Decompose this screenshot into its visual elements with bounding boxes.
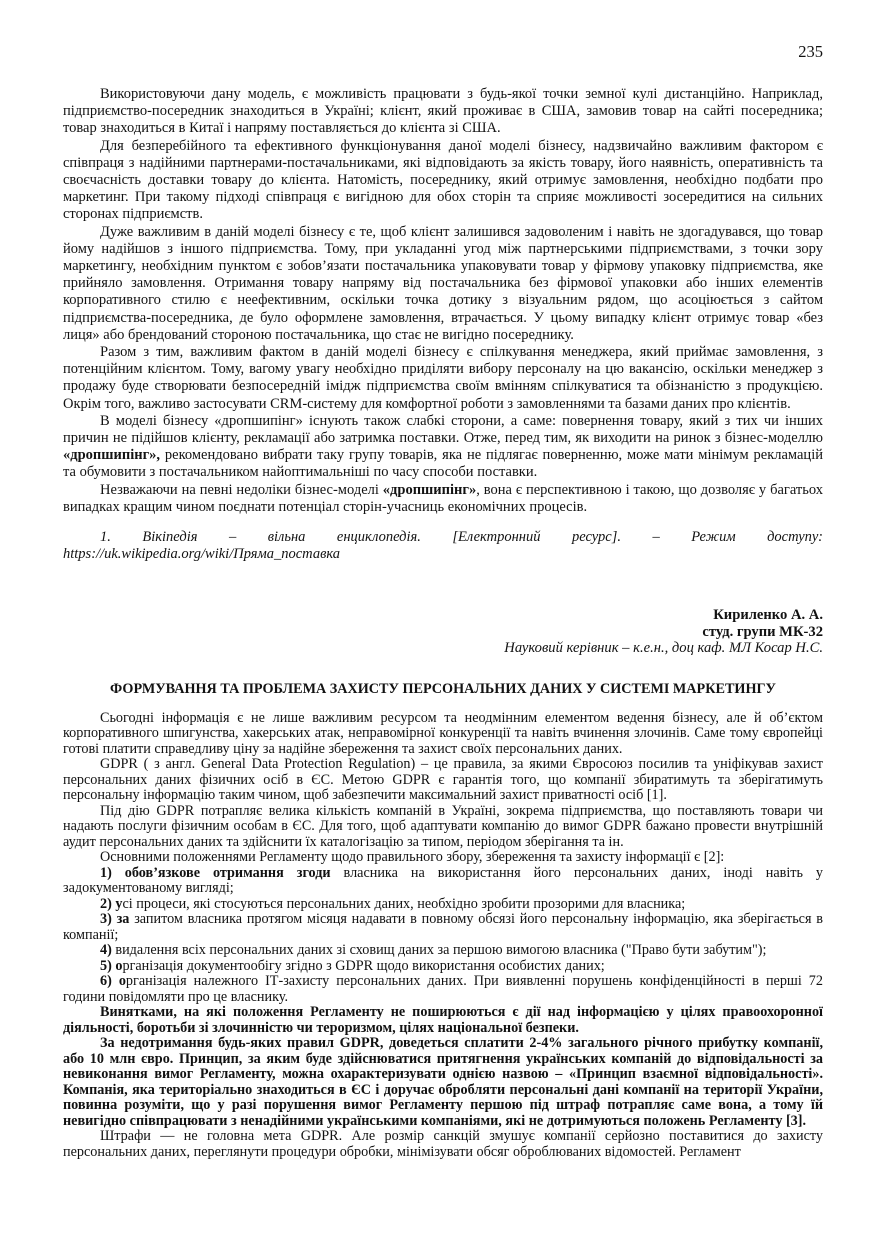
paragraph-partners: Для безперебійного та ефективного функціонування даної моделі бізнесу, надзвичайно важливим фактором є співпраця з надійними партнерами-постачальниками, які відповідають за якість товару, його наявність, оперативність та своєчасність доставки товару до клієнта. Натомість, посереднику, який отримує замовлення, необхідно подбати про маркетинг. При такому підході співпраця є вигідною для обох сторін та сприяє можливості зосередитися на сильних сторонах підприємств. <box>63 137 823 223</box>
paragraph-remote-model: Використовуючи дану модель, є можливість працювати з будь-якої точки земної кулі дистанційно. Наприклад, підприємство-посередник знаходиться в Україні; клієнт, який проживає в США, замовив товар на сайті посередника; товар знаходиться в Китаї і напряму поставляється до клієнта зі США. <box>63 86 823 137</box>
list-item-rest: рганізація документообігу згідно з GDPR щодо використання особистих даних; <box>122 957 605 974</box>
list-item-lead: 1) обов’язкове отримання згоди <box>100 864 331 881</box>
author-group: студ. групи МК-32 <box>702 623 823 640</box>
list-item-4 <box>63 943 823 959</box>
author-name: Кириленко А. А. <box>713 607 823 624</box>
text-segment: рекомендовано вибрати таку групу товарів, яка не підлягає поверненню, може мати мінімум рекламацій та обумовити з постачальником найоптимальніші по часу способи поставки. <box>63 447 823 481</box>
reference-entry <box>63 529 823 563</box>
paragraph-manager-crm: Разом з тим, важливим фактом в даній моделі бізнесу є спілкування менеджера, який приймає замовлення, з потенційним клієнтом. Тому, вагому увагу необхідно приділяти вибору персоналу на цю вакансію, оскільки менеджер з продажу буде створювати безпосередній імідж підприємства своїм вмінням спілкуватися та обізнаністю з продукцією. Окрім того, важливо застосувати CRM-систему для комфортної роботи з замовленнями та базами даних про клієнтів. <box>63 344 823 412</box>
paragraph-exceptions: Винятками, на які положення Регламенту не поширюються є дії над інформацією у цілях правоохоронної діяльності, боротьби зі злочинністю чи тероризмом, цілях національної безпеки. <box>63 1004 823 1036</box>
list-item-lead: 6) о <box>100 973 126 990</box>
paragraph-list-intro: Основними положеннями Регламенту щодо правильного збору, збереження та захисту інформації є [2]: <box>100 849 725 866</box>
list-item-lead: 2) у <box>100 895 123 912</box>
reference-citation: 1. Вікіпедія – вільна енциклопедія. [Електронний ресурс]. – Режим доступу: <box>100 529 823 546</box>
list-item-rest: власника на використання його персональних даних, іноді навіть у задокументованому вигляді; <box>63 864 824 897</box>
article-gdpr-marketing <box>63 607 823 1160</box>
list-item-lead: 3) за <box>100 911 130 928</box>
list-item-rest: видалення всіх персональних даних зі сховищ даних за першою вимогою власника ("Право бути забутим"); <box>111 942 767 959</box>
article-title: ФОРМУВАННЯ ТА ПРОБЛЕМА ЗАХИСТУ ПЕРСОНАЛЬНИХ ДАНИХ У СИСТЕМІ МАРКЕТИНГУ <box>110 681 776 698</box>
text-segment: , вона є перспективною і такою, що дозволяє у багатьох випадках кращим чином поєднати потенціал сторін-учасниць економічних процесів. <box>63 481 823 515</box>
paragraph-weak-sides <box>63 413 823 482</box>
list-item-rest: рганізація належного ІТ-захисту персональних даних. При виявленні порушень конфіденційності в перші 72 години повідомляти про це власнику. <box>63 973 823 1005</box>
list-item-5 <box>63 959 823 975</box>
list-item-rest: запитом власника протягом місяця надавати в повному обсязі його персональну інформацію, яка зберігається в компанії; <box>63 911 823 943</box>
paragraph-branding: Дуже важливим в даній моделі бізнесу є те, щоб клієнт залишився задоволеним і навіть не здогадувався, що товар йому надійшов з іншого підприємства. Тому, при укладанні угод між партнерськими підприємствами, з точки зору маркетингу, необхідним пунктом є зобов’язати постачальника упаковувати товар у фірмову упаковку підприємства, яке прийняло замовлення. Отримання товару напряму від постачальника без фірмової упаковки або інших елементів корпоративного стилю є неефективним, оскільки точка дотику з візуальним рядом, що асоціюється з сайтом підприємства-посередника, де було оформлене замовлення, втрачається. У цьому випадку клієнт отримує товар «без лиця» або брендований стороною постачальника, що стає не вигідно посереднику. <box>63 223 823 343</box>
paragraph-gdpr-scope: Під дію GDPR потрапляє велика кількість компаній в Україні, зокрема підприємства, що поставляють товари чи надають послуги фізичним особам в ЄС. Для того, щоб адаптувати компанію до вимог GDPR бажано провести внутрішній аудит персональних даних та здійснити їх каталогізацію за типом, періодом зберігання та ін. <box>63 802 823 850</box>
text-segment: В моделі бізнесу «дропшипінг» існують також слабкі сторони, а саме: повернення товару, який з тих чи інших причин не підійшов клієнту, рекламації або затримка поставки. Отже, перед тим, як виходити на ринок з бізнес-моделлю <box>63 412 823 447</box>
article-dropshipping-end <box>63 86 823 563</box>
list-item-2 <box>63 897 823 913</box>
paragraph-gdpr-definition: GDPR ( з англ. General Data Protection Regulation) – це правила, за якими Євросоюз посилив та уніфікував захист персональних даних фізичних осіб в ЄС. Метою GDPR є гарантія того, що компанії збиратимуть та зберігатимуть персональну інформацію таким чином, щоб забезпечити максимальний захист приватності осіб [1]. <box>63 756 823 804</box>
paragraph-final: Штрафи — не головна мета GDPR. Але розмір санкцій змушує компанії серйозно поставитися до захисту персональних даних, переглянути процедури обробки, мінімізувати обсяг оброблюваних відомостей. Регламент <box>63 1128 823 1160</box>
list-item-lead: 4) <box>100 942 112 959</box>
text-segment: Незважаючи на певні недоліки бізнес-моделі <box>100 481 383 498</box>
reference-url: https://uk.wikipedia.org/wiki/Пряма_поставка <box>63 546 341 563</box>
list-item-1 <box>63 866 823 897</box>
paragraph-fines: За недотримання будь-яких правил GDPR, доведеться сплатити 2-4% загального річного прибутку компанії, або 10 млн євро. Принцип, за яким буде здійснюватися притягнення українських компаній до відповідальності за невиконання вимог Регламенту, можна охарактеризувати однією назвою – «Принцип взаємної відповідальності». Компанія, яка територіально знаходиться в ЄС і доручає обробляти персональні дані компанії на території України, повинна розуміти, що у разі порушення вимог Регламенту першою під штраф потрапляє саме вона, а тому їй невигідно співпрацювати з ненадійними українськими компаніями, які не дотримуються положень Регламенту [3]. <box>63 1035 823 1129</box>
paragraph-intro: Сьогодні інформація є не лише важливим ресурсом та неодмінним елементом ведення бізнесу, але й об’єктом корпоративного шпигунства, хакерських атак, неправомірної конкуренції та навіть вчинення злочинів. Саме тому європейці готові платити справедливу ціну за надійне збереження та захист своїх персональних даних. <box>63 709 823 757</box>
byline-block <box>63 607 823 656</box>
paragraph-conclusion <box>63 482 823 516</box>
page-number: 235 <box>798 42 823 61</box>
list-item-lead: 5) о <box>100 957 123 974</box>
list-item-3 <box>63 912 823 943</box>
text-segment-bold: «дропшипінг» <box>382 481 477 498</box>
list-item-6 <box>63 974 823 1005</box>
text-segment-bold: «дропшипінг», <box>63 447 161 464</box>
list-item-rest: сі процеси, які стосуються персональних даних, необхідно зробити прозорими для власника; <box>122 895 686 912</box>
scientific-advisor: Науковий керівник – к.е.н., доц каф. МЛ Косар Н.С. <box>504 640 823 657</box>
